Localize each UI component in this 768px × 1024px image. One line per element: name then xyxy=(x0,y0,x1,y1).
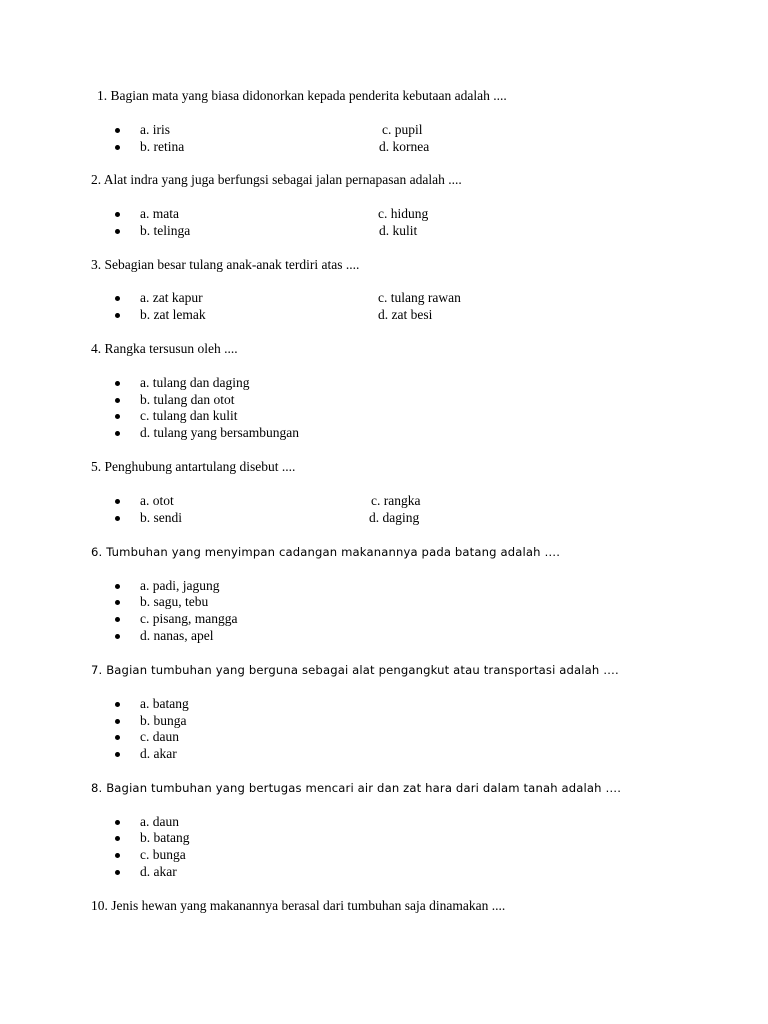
question-5: 5. Penghubung antartulang disebut .... xyxy=(91,459,296,474)
option-7b: b. bunga xyxy=(140,713,187,728)
bullet-icon xyxy=(115,719,120,724)
question-3: 3. Sebagian besar tulang anak-anak terdiri atas .... xyxy=(91,257,360,272)
option-4a: a. tulang dan daging xyxy=(140,375,250,390)
question-10: 10. Jenis hewan yang makanannya berasal dari tumbuhan saja dinamakan .... xyxy=(91,898,506,913)
question-6: 6. Tumbuhan yang menyimpan cadangan makanannya pada batang adalah …. xyxy=(91,545,561,559)
question-4: 4. Rangka tersusun oleh .... xyxy=(91,341,238,356)
option-6b: b. sagu, tebu xyxy=(140,594,209,609)
question-7: 7. Bagian tumbuhan yang berguna sebagai alat pengangkut atau transportasi adalah …. xyxy=(91,663,619,677)
option-7c: c. daun xyxy=(140,729,179,744)
option-1c: c. pupil xyxy=(382,122,423,137)
option-6d: d. nanas, apel xyxy=(140,628,214,643)
option-8a: a. daun xyxy=(140,814,179,829)
option-1b: b. retina xyxy=(140,139,185,154)
question-2: 2. Alat indra yang juga berfungsi sebagai jalan pernapasan adalah .... xyxy=(91,172,462,187)
option-1a: a. iris xyxy=(140,122,170,137)
bullet-icon xyxy=(115,516,120,521)
option-3c: c. tulang rawan xyxy=(378,290,461,305)
bullet-icon xyxy=(115,212,120,217)
bullet-icon xyxy=(115,820,120,825)
bullet-icon xyxy=(115,600,120,605)
option-2c: c. hidung xyxy=(378,206,429,221)
bullet-icon xyxy=(115,296,120,301)
option-5c: c. rangka xyxy=(371,493,421,508)
option-6a: a. padi, jagung xyxy=(140,578,220,593)
option-5d: d. daging xyxy=(369,510,420,525)
bullet-icon xyxy=(115,431,120,436)
bullet-icon xyxy=(115,853,120,858)
option-3a: a. zat kapur xyxy=(140,290,203,305)
bullet-icon xyxy=(115,145,120,150)
option-3b: b. zat lemak xyxy=(140,307,206,322)
option-8d: d. akar xyxy=(140,864,177,879)
option-5a: a. otot xyxy=(140,493,174,508)
option-4b: b. tulang dan otot xyxy=(140,392,235,407)
bullet-icon xyxy=(115,634,120,639)
bullet-icon xyxy=(115,229,120,234)
bullet-icon xyxy=(115,836,120,841)
option-4c: c. tulang dan kulit xyxy=(140,408,238,423)
option-2d: d. kulit xyxy=(379,223,418,238)
bullet-icon xyxy=(115,398,120,403)
bullet-icon xyxy=(115,702,120,707)
option-5b: b. sendi xyxy=(140,510,182,525)
option-8c: c. bunga xyxy=(140,847,186,862)
bullet-icon xyxy=(115,313,120,318)
bullet-icon xyxy=(115,499,120,504)
option-7d: d. akar xyxy=(140,746,177,761)
option-4d: d. tulang yang bersambungan xyxy=(140,425,299,440)
option-1d: d. kornea xyxy=(379,139,430,154)
bullet-icon xyxy=(115,735,120,740)
option-3d: d. zat besi xyxy=(378,307,433,322)
bullet-icon xyxy=(115,617,120,622)
option-2a: a. mata xyxy=(140,206,179,221)
question-1: 1. Bagian mata yang biasa didonorkan kepada penderita kebutaan adalah .... xyxy=(97,88,507,103)
bullet-icon xyxy=(115,381,120,386)
bullet-icon xyxy=(115,128,120,133)
option-6c: c. pisang, mangga xyxy=(140,611,238,626)
option-2b: b. telinga xyxy=(140,223,191,238)
bullet-icon xyxy=(115,584,120,589)
bullet-icon xyxy=(115,870,120,875)
bullet-icon xyxy=(115,752,120,757)
option-8b: b. batang xyxy=(140,830,190,845)
bullet-icon xyxy=(115,414,120,419)
option-7a: a. batang xyxy=(140,696,189,711)
question-8: 8. Bagian tumbuhan yang bertugas mencari air dan zat hara dari dalam tanah adalah …. xyxy=(91,781,622,795)
